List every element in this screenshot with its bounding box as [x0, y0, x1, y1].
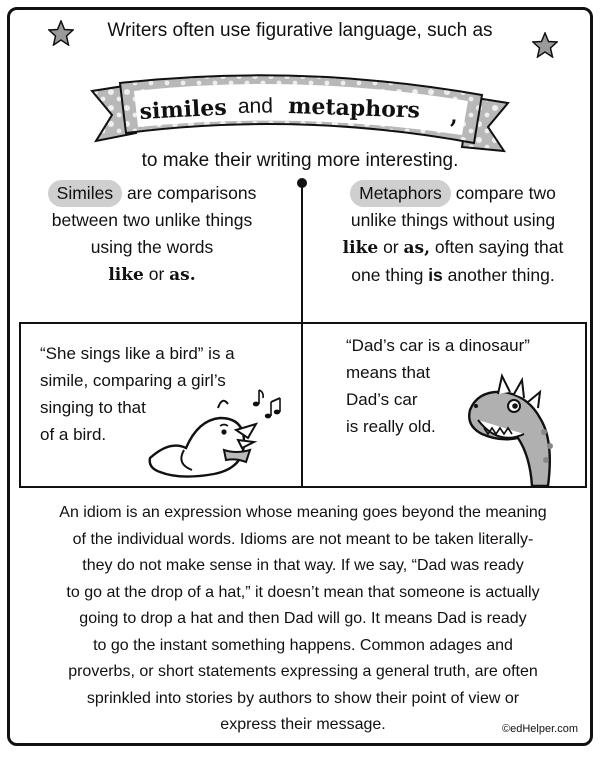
idiom-line: to go the instant something happens. Common adages and — [93, 636, 513, 654]
metaphors-line-3: often saying that — [434, 237, 564, 257]
copyright-notice: ©edHelper.com — [502, 723, 578, 735]
simile-example-line: simile, comparing a girl’s — [40, 371, 226, 390]
idiom-line: An idiom is an expression whose meaning goes beyond the meaning — [59, 504, 547, 521]
simile-example-line: singing to that — [40, 398, 146, 417]
as-word: as, — [403, 238, 431, 258]
intro-line-1: Writers often use figurative language, such as — [107, 20, 493, 41]
like-word: like — [342, 238, 379, 258]
idiom-line: going to drop a hat and then Dad will go. It means Dad is ready — [79, 610, 527, 627]
or-word: or — [148, 264, 165, 284]
simile-example-line: “She sings like a bird” is a — [40, 344, 235, 363]
banner-word-and: and — [237, 94, 274, 118]
metaphor-example-line: is really old. — [346, 417, 436, 436]
as-word: as. — [169, 265, 196, 285]
idiom-line: express their message. — [220, 716, 386, 733]
similes-line-2: between two unlike things — [51, 210, 253, 230]
or-word: or — [383, 237, 399, 257]
metaphors-definition — [322, 180, 584, 289]
banner-word-similes: similes — [138, 94, 228, 125]
banner-comma: , — [450, 103, 458, 129]
similes-line-1: are comparisons — [126, 183, 257, 203]
intro-line-2: to make their writing more interesting. — [141, 150, 459, 171]
worksheet-page — [7, 7, 593, 746]
bird-illustration — [140, 390, 260, 485]
banner-word-metaphors: metaphors — [287, 93, 421, 124]
simile-example-line: of a bird. — [40, 425, 107, 444]
metaphors-term: Metaphors — [350, 180, 451, 207]
ribbon-banner — [90, 55, 510, 155]
metaphors-line-2: unlike things without using — [350, 210, 556, 230]
idiom-line: of the individual words. Idioms are not meant to be taken literally- — [72, 530, 534, 548]
like-word: like — [108, 265, 144, 285]
divider-dot — [297, 178, 307, 188]
idiom-line: to go at the drop of a hat,” it doesn’t mean that someone is actually — [66, 583, 540, 601]
dinosaur-illustration — [458, 360, 584, 486]
idiom-line: they do not make sense in that way. If we say, “Dad was ready — [82, 557, 524, 574]
metaphors-line-4b: another thing. — [447, 265, 555, 285]
similes-definition — [24, 180, 280, 289]
examples-divider — [301, 322, 303, 488]
metaphors-line-1: compare two — [455, 183, 556, 203]
idiom-line: proverbs, or short statements expressing a general truth, are often — [68, 663, 538, 680]
metaphors-line-4a: one thing — [351, 265, 424, 285]
column-divider — [301, 182, 303, 325]
metaphor-example-line: “Dad’s car is a dinosaur” — [346, 336, 530, 355]
similes-term: Similes — [48, 180, 122, 207]
idiom-line: sprinkled into stories by authors to show their point of view or — [86, 689, 520, 707]
similes-line-3: using the words — [90, 237, 214, 257]
idiom-paragraph — [22, 500, 584, 739]
is-word: is — [428, 265, 443, 285]
metaphor-example-line: Dad’s car — [346, 390, 418, 409]
metaphor-example-line: means that — [346, 363, 431, 382]
